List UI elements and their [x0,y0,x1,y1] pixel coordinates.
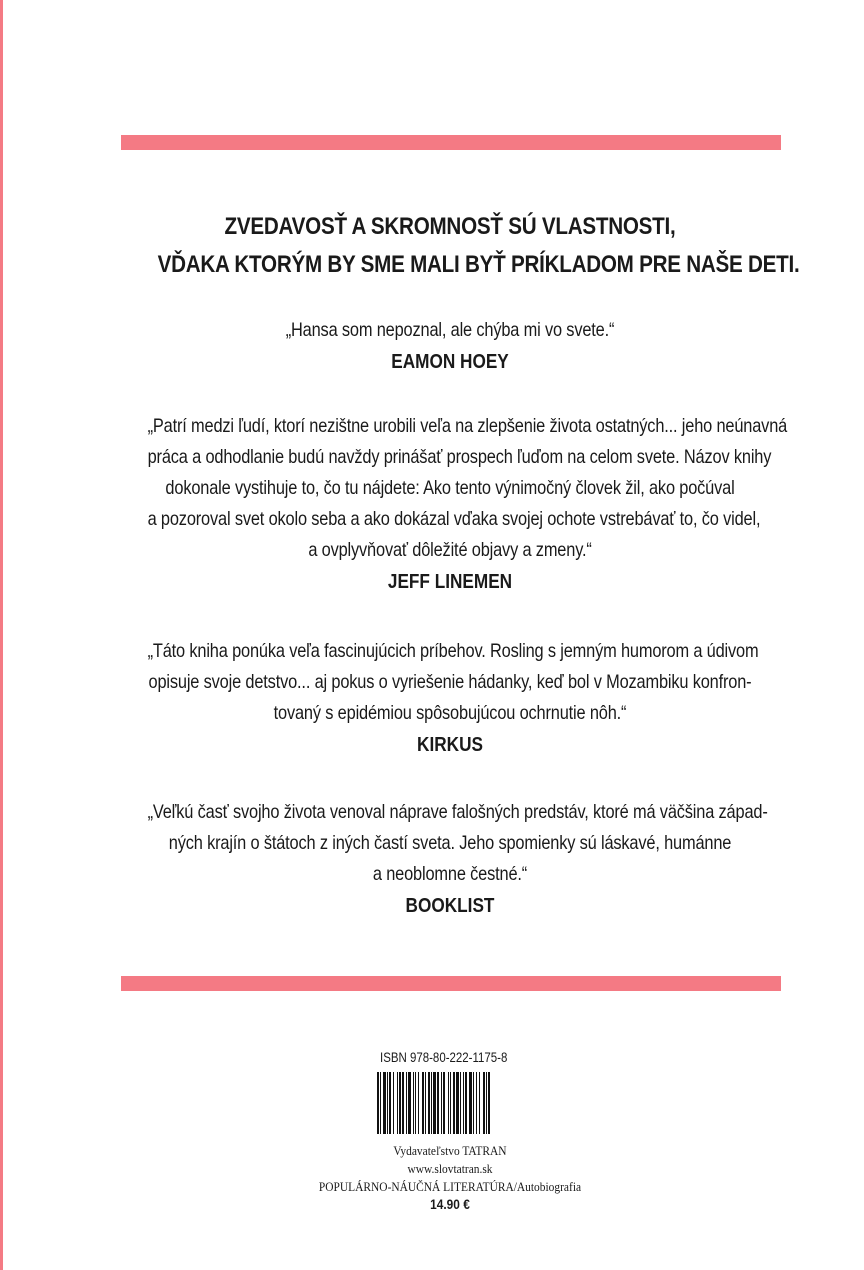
quote-text [147,636,759,729]
quote-line: „Táto kniha ponúka veľa fascinujúcich príbehov. Rosling s jemným humorom a údivom [147,640,759,662]
quote-line: dokonale vystihuje to, čo tu nájdete: Ako tento výnimočný človek žil, ako počúval [165,477,735,499]
bottom-accent-bar [121,976,781,991]
quote-line: a pozoroval svet okolo seba a ako dokázal vďaka svojej ochote vstrebávať to, čo videl, [147,508,761,530]
quote-author: JEFF LINEMEN [387,571,513,593]
quote-author: EAMON HOEY [391,351,509,373]
book-category: POPULÁRNO-NÁUČNÁ LITERATÚRA/Autobiografia [318,1179,582,1194]
headline-line-1: ZVEDAVOSŤ A SKROMNOSŤ SÚ VLASTNOSTI, [224,213,676,240]
headline-line-2: VĎAKA KTORÝM BY SME MALI BYŤ PRÍKLADOM PRE NAŠE DETI. [157,251,800,278]
quote-author: BOOKLIST [405,895,495,917]
quote-author: KIRKUS [417,734,483,756]
quote-line: opisuje svoje detstvo... aj pokus o vyriešenie hádanky, keď bol v Mozambiku konfron- [148,671,752,693]
quote-line: ných krajín o štátoch z iných častí sveta. Jeho spomienky sú láskavé, humánne [168,832,732,854]
barcode-image [376,1072,526,1134]
publisher-info [300,1142,599,1214]
quote-text [147,797,768,890]
top-accent-bar [121,135,781,150]
quote-line: a ovplyvňovať dôležité objavy a zmeny.“ [308,539,592,561]
quote-line: „Veľkú časť svojho života venoval náprave falošných predstáv, ktoré má väčšina západ- [147,801,768,823]
publisher-website: www.slovtatran.sk [407,1161,493,1176]
book-price: 14.90 € [430,1197,470,1212]
quote-block-3 [90,636,810,761]
quote-text [148,315,753,346]
publisher-name: Vydavateľstvo TATRAN [393,1143,507,1158]
headline [157,208,800,284]
quote-line: „Patrí medzi ľudí, ktorí nezištne urobili veľa na zlepšenie života ostatných... jeho neúnavná [147,415,788,437]
quote-block-2 [90,411,810,598]
quote-block-1 [90,315,810,378]
left-edge-line [0,0,3,1270]
quote-text [147,411,788,566]
quote-line: a neoblomne čestné.“ [372,863,528,885]
isbn-label: ISBN 978-80-222-1175-8 [380,1050,508,1065]
quote-line: práca a odhodlanie budú navždy prinášať prospech ľuďom na celom svete. Názov knihy [147,446,772,468]
quote-line: „Hansa som nepoznal, ale chýba mi vo svete.“ [285,319,615,341]
quote-block-4 [90,797,810,922]
quote-line: tovaný s epidémiou spôsobujúcou ochrnutie nôh.“ [273,702,627,724]
